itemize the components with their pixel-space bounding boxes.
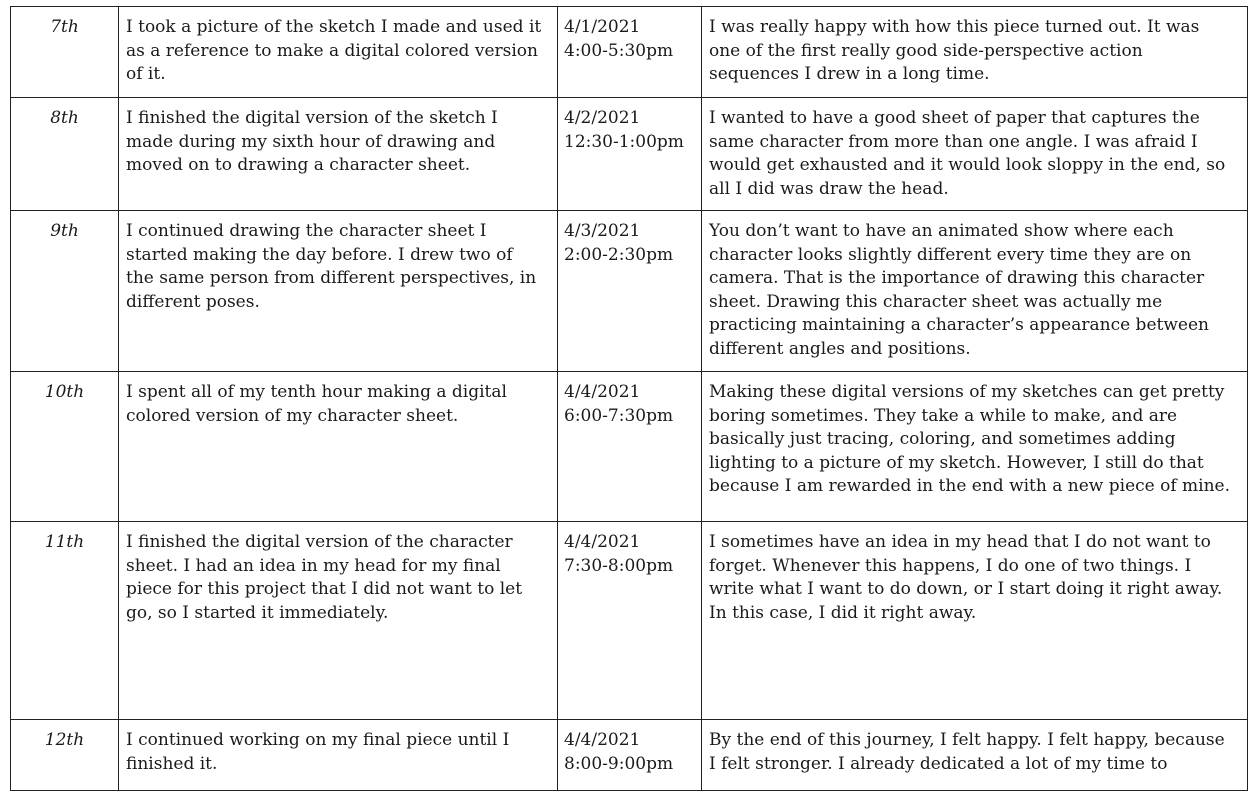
hour-cell: 10th xyxy=(11,372,119,522)
activity-line: of it. xyxy=(126,64,166,84)
date-text: 4/3/2021 xyxy=(564,221,641,241)
activity-line: colored version of my character sheet. xyxy=(126,405,459,426)
reflection-line: I wanted to have a good sheet of paper that captures the xyxy=(709,108,1200,128)
reflection-cell xyxy=(702,211,1248,372)
activity-line: go, so I started it immediately. xyxy=(126,602,389,623)
time-text: 7:30-8:00pm xyxy=(564,555,674,576)
reflection-line: character looks slightly different every time they are on xyxy=(709,244,1192,265)
reflection-cell xyxy=(702,372,1248,522)
date-cell xyxy=(558,7,702,98)
drawing-log-table xyxy=(10,6,1248,791)
activity-line: I spent all of my tenth hour making a digital xyxy=(126,382,507,402)
log-row xyxy=(11,98,1248,211)
date-cell xyxy=(558,720,702,791)
reflection-cell xyxy=(702,720,1248,791)
hour-cell: 8th xyxy=(11,98,119,211)
reflection-line: forget. Whenever this happens, I do one of two things. I xyxy=(709,555,1192,576)
reflection-line: basically just tracing, coloring, and sometimes adding xyxy=(709,429,1176,449)
activity-cell xyxy=(119,98,558,211)
time-text: 2:00-2:30pm xyxy=(564,244,674,265)
log-row xyxy=(11,372,1248,522)
date-text: 4/4/2021 xyxy=(564,532,641,552)
reflection-line: would get exhausted and it would look sloppy in the end, so xyxy=(709,155,1226,175)
activity-line: made during my sixth hour of drawing and xyxy=(126,131,496,152)
reflection-cell xyxy=(702,98,1248,211)
time-text: 8:00-9:00pm xyxy=(564,753,674,774)
hour-cell: 7th xyxy=(11,7,119,98)
date-cell xyxy=(558,522,702,720)
reflection-line: I was really happy with how this piece turned out. It was xyxy=(709,17,1200,37)
activity-line: the same person from different perspectives, in xyxy=(126,268,537,288)
reflection-line: all I did was draw the head. xyxy=(709,178,949,199)
reflection-line: same character from more than one angle. I was afraid I xyxy=(709,131,1198,152)
activity-cell xyxy=(119,720,558,791)
date-cell xyxy=(558,98,702,211)
reflection-line: lighting to a picture of my sketch. However, I still do that xyxy=(709,452,1204,473)
date-cell xyxy=(558,372,702,522)
reflection-line: You don’t want to have an animated show where each xyxy=(709,221,1174,241)
activity-line: started making the day before. I drew two of xyxy=(126,244,513,265)
reflection-line: sheet. Drawing this character sheet was actually me xyxy=(709,291,1163,312)
log-row xyxy=(11,211,1248,372)
time-text: 12:30-1:00pm xyxy=(564,131,684,152)
time-text: 6:00-7:30pm xyxy=(564,405,674,426)
time-text: 4:00-5:30pm xyxy=(564,40,674,61)
reflection-line: practicing maintaining a character’s appearance between xyxy=(709,315,1209,335)
activity-cell xyxy=(119,522,558,720)
activity-line: sheet. I had an idea in my head for my final xyxy=(126,555,501,576)
reflection-line: sequences I drew in a long time. xyxy=(709,64,990,84)
log-row xyxy=(11,720,1248,791)
reflection-line: because I am rewarded in the end with a new piece of mine. xyxy=(709,476,1231,496)
reflection-cell xyxy=(702,7,1248,98)
date-text: 4/2/2021 xyxy=(564,108,641,128)
reflection-line: Making these digital versions of my sketches can get pretty xyxy=(709,382,1225,402)
log-table-body xyxy=(11,7,1248,791)
date-text: 4/4/2021 xyxy=(564,382,641,402)
reflection-line: write what I want to do down, or I start doing it right away. xyxy=(709,579,1223,599)
activity-line: different poses. xyxy=(126,291,260,312)
activity-line: I took a picture of the sketch I made and used it xyxy=(126,17,542,37)
reflection-line: boring sometimes. They take a while to make, and are xyxy=(709,405,1178,426)
reflection-line: I sometimes have an idea in my head that I do not want to xyxy=(709,532,1211,552)
hour-cell: 11th xyxy=(11,522,119,720)
log-row xyxy=(11,522,1248,720)
reflection-line: In this case, I did it right away. xyxy=(709,602,977,623)
activity-line: piece for this project that I did not want to let xyxy=(126,579,523,599)
hour-cell: 12th xyxy=(11,720,119,791)
reflection-line: I felt stronger. I already dedicated a lot of my time to xyxy=(709,753,1168,774)
activity-line: as a reference to make a digital colored version xyxy=(126,40,538,61)
activity-cell xyxy=(119,7,558,98)
activity-cell xyxy=(119,211,558,372)
date-text: 4/4/2021 xyxy=(564,730,641,750)
activity-line: I finished the digital version of the character xyxy=(126,532,513,552)
log-row xyxy=(11,7,1248,98)
reflection-line: one of the first really good side-perspective action xyxy=(709,40,1143,61)
activity-cell xyxy=(119,372,558,522)
reflection-cell xyxy=(702,522,1248,720)
activity-line: I continued working on my final piece until I xyxy=(126,730,510,750)
date-cell xyxy=(558,211,702,372)
reflection-line: By the end of this journey, I felt happy. I felt happy, because xyxy=(709,730,1225,750)
reflection-line: different angles and positions. xyxy=(709,338,971,359)
activity-line: I continued drawing the character sheet I xyxy=(126,221,487,241)
reflection-line: camera. That is the importance of drawing this character xyxy=(709,268,1205,288)
activity-line: moved on to drawing a character sheet. xyxy=(126,155,471,175)
activity-line: I finished the digital version of the sketch I xyxy=(126,108,498,128)
activity-line: finished it. xyxy=(126,753,218,774)
hour-cell: 9th xyxy=(11,211,119,372)
date-text: 4/1/2021 xyxy=(564,17,641,37)
